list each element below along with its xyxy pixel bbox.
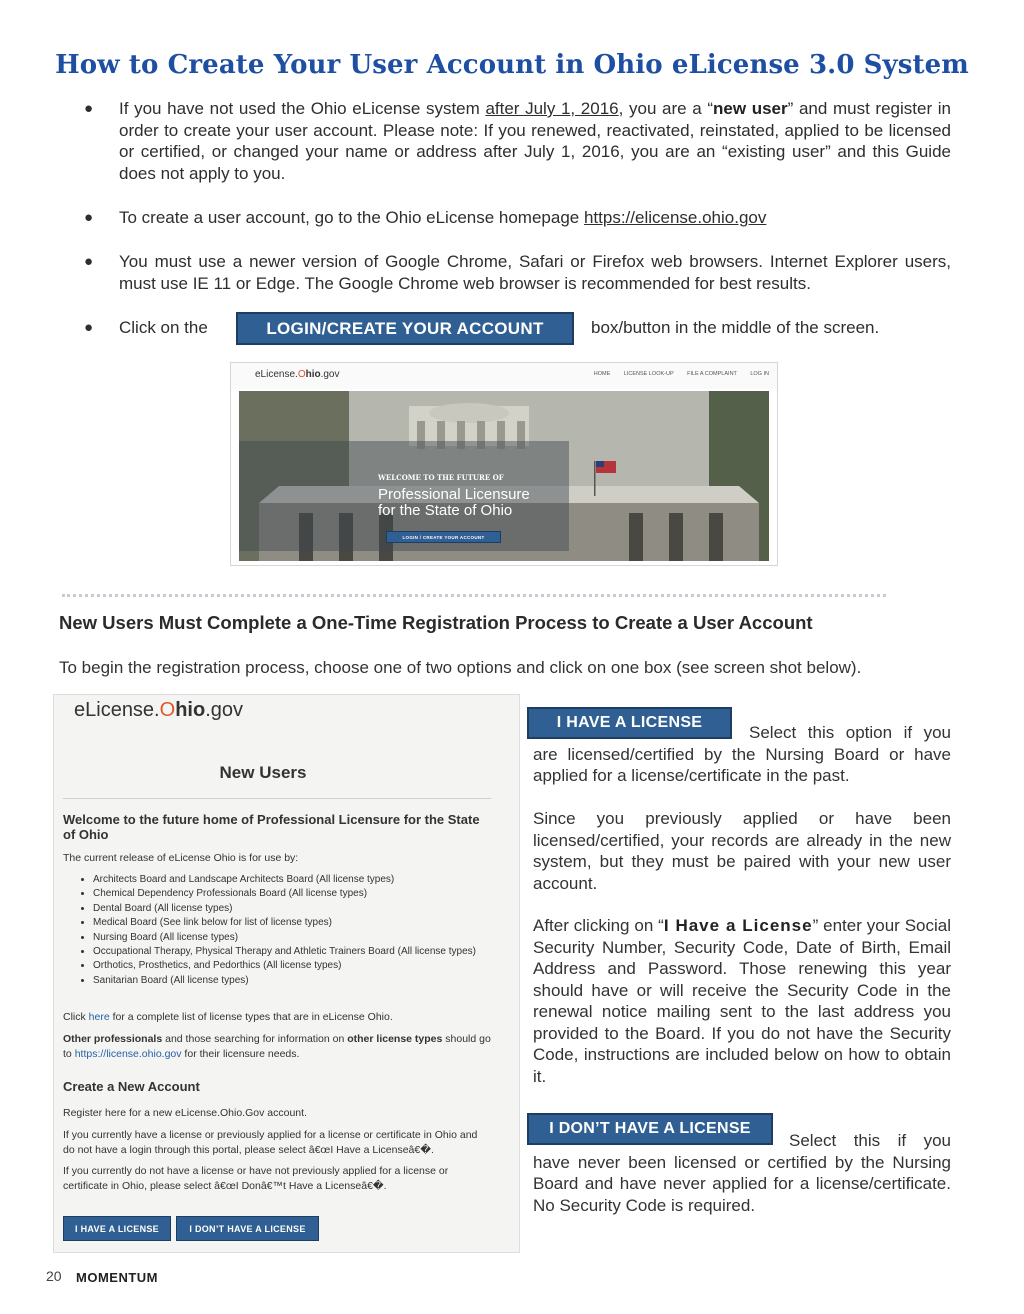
statehouse-hero-image: [239, 391, 769, 561]
small-i-dont-have-license-button[interactable]: I DON’T HAVE A LICENSE: [176, 1216, 319, 1241]
section-intro: To begin the registration process, choose one of two options and click on one box (see screen shot below).: [59, 658, 862, 677]
nav-file-complaint[interactable]: FILE A COMPLAINT: [687, 371, 737, 377]
list-item: • Chemical Dependency Professionals Board (All license types): [93, 887, 491, 901]
homepage-header: [231, 363, 777, 389]
new-users-screenshot: [53, 694, 520, 1253]
section-heading: New Users Must Complete a One-Time Registration Process to Create a User Account: [59, 612, 813, 633]
hero-login-button[interactable]: LOGIN / CREATE YOUR ACCOUNT: [386, 531, 501, 543]
bold-i-have-license: I Have a License: [663, 916, 813, 935]
bullet-dot: ●: [84, 209, 94, 226]
homepage-nav: [582, 371, 769, 377]
nav-log-in[interactable]: LOG IN: [750, 371, 769, 377]
since-description: Since you previously applied or have been licensed/certified, your records are already in the new system, but they must be paired with your new user account.: [533, 809, 951, 893]
if-have-license-text: If you currently have a license or previously applied for a license or certificate in Ohio and do not have a login through this portal, please select â€œI Have a Licenseâ€�.: [63, 1129, 478, 1156]
i-have-license-button[interactable]: I HAVE A LICENSE: [527, 707, 732, 739]
dont-have-license-description: Select this if you have never been licensed or certified by the Nursing Board and have never applied for a license/certificate. No Security Code is required.: [533, 1131, 951, 1215]
homepage-link[interactable]: https://elicense.ohio.gov: [583, 208, 767, 227]
hero-line: for the State of Ohio: [378, 502, 513, 519]
i-dont-have-license-button[interactable]: I DON’T HAVE A LICENSE: [527, 1113, 773, 1145]
text: , you are a “: [618, 99, 714, 118]
if-no-license-text: If you currently do not have a license or have not previously applied for a license or certificate in Ohio, please select â€œI Donâ€™t Have a Licenseâ€�.: [63, 1165, 449, 1192]
text: ” and must register in order to create your user account. Please note: If you renewed, reactivated, reinstated, applied to be licensed or certified, or changed your name or address after July 1, 2016, you are an “existing user” and this Guide does not apply to you.: [119, 99, 951, 183]
list-item: • Sanitarian Board (All license types): [93, 974, 491, 988]
new-users-title: New Users: [219, 763, 307, 782]
text: box/button in the middle of the screen.: [591, 318, 880, 337]
list-item: • Medical Board (See link below for list of license types): [93, 916, 491, 930]
magazine-name: MOMENTUM: [76, 1270, 158, 1285]
login-create-account-button[interactable]: LOGIN/CREATE YOUR ACCOUNT: [236, 312, 574, 345]
bullet-text: You must use a newer version of Google Chrome, Safari or Firefox web browsers. Internet Explorer users, must use IE 11 or Edge. The Google Chrome web browser is recommended for best results.: [119, 252, 951, 293]
list-item: • Architects Board and Landscape Architects Board (All license types): [93, 873, 491, 887]
other-professionals-note: Other professionals and those searching for information on other license types should go to https://license.ohio.gov for their licensure needs.: [63, 1033, 491, 1060]
elicense-logo: eLicense.Ohio.gov: [255, 369, 340, 380]
bullet-dot: ●: [84, 319, 94, 336]
after-clicking-description: After clicking on “I Have a License” enter your Social Security Number, Security Code, Date of Birth, Email Address and Password. Those renewing this year should have or will receive the Security Code in the renewal notice mailing sent to the last address you provided to the Board. If you do not have the Security Code, instructions are included below on how to obtain it.: [533, 916, 951, 1086]
homepage-screenshot: [230, 362, 778, 566]
list-item: • Nursing Board (All license types): [93, 931, 491, 945]
have-license-description: Select this option if you are licensed/certified by the Nursing Board or have applied for a license/certificate in the past.: [533, 723, 951, 785]
list-item: • Orthotics, Prosthetics, and Pedorthics (All license types): [93, 959, 491, 973]
page-number: 20: [46, 1268, 62, 1284]
here-link[interactable]: here: [88, 1011, 110, 1023]
nav-home[interactable]: HOME: [593, 371, 611, 377]
license-types-note: Click here for a complete list of license types that are in eLicense Ohio.: [63, 1011, 393, 1023]
create-account-heading: Create a New Account: [63, 1079, 200, 1094]
list-item: • Occupational Therapy, Physical Therapy and Athletic Trainers Board (All license types): [93, 945, 491, 959]
bold-new-user: new user: [713, 99, 788, 118]
dotted-divider: [62, 594, 886, 597]
text: Click on the: [119, 318, 208, 337]
elicense-logo: eLicense.Ohio.gov: [74, 699, 243, 721]
nav-license-lookup[interactable]: LICENSE LOOK-UP: [623, 371, 674, 377]
current-release-text: The current release of eLicense Ohio is for use by:: [63, 852, 299, 864]
hero-line: Professional Licensure: [378, 486, 530, 503]
small-i-have-license-button[interactable]: I HAVE A LICENSE: [63, 1216, 171, 1241]
bullet-text: [119, 207, 951, 229]
register-text: Register here for a new eLicense.Ohio.Gov account.: [63, 1107, 307, 1119]
page-title: How to Create Your User Account in Ohio eLicense 3.0 System: [55, 50, 969, 80]
statehouse-illustration: [239, 391, 769, 561]
text: To create a user account, go to the Ohio eLicense homepage: [119, 208, 584, 227]
divider: [63, 798, 491, 799]
text: If you have not used the Ohio eLicense system: [119, 99, 486, 118]
welcome-heading: Welcome to the future home of Professional Licensure for the State of Ohio: [63, 812, 480, 842]
board-list: [63, 873, 491, 988]
list-item: • Dental Board (All license types): [93, 902, 491, 916]
bullet-dot: ●: [84, 253, 94, 270]
bullet-dot: ●: [84, 100, 94, 117]
hero-heading: [378, 487, 530, 519]
underlined-date: after July 1, 2016: [485, 99, 619, 118]
hero-welcome: WELCOME TO THE FUTURE OF: [378, 473, 504, 482]
bullet-text: [119, 98, 951, 184]
license-ohio-link[interactable]: https://license.ohio.gov: [74, 1047, 182, 1060]
